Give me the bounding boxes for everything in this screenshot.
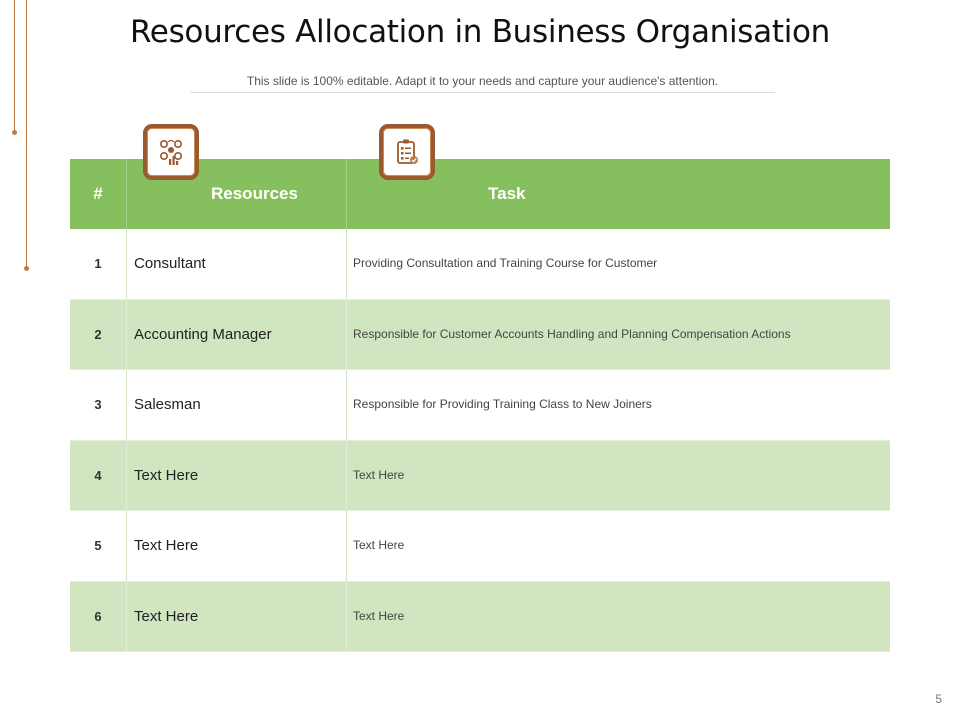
row-task: Text Here xyxy=(353,467,405,482)
table-row xyxy=(70,511,890,582)
resources-cycle-icon xyxy=(143,124,199,180)
row-number: 2 xyxy=(70,300,127,370)
row-number: 1 xyxy=(70,229,127,299)
row-task: Responsible for Customer Accounts Handling and Planning Compensation Actions xyxy=(353,326,791,341)
table-row xyxy=(70,582,890,653)
row-task: Text Here xyxy=(353,608,405,623)
page-number: 5 xyxy=(935,692,942,706)
row-resource: Accounting Manager xyxy=(127,300,347,370)
table-row xyxy=(70,300,890,371)
row-resource: Text Here xyxy=(127,441,347,511)
slide-title: Resources Allocation in Business Organisation xyxy=(129,14,831,50)
decorative-dot-outer xyxy=(12,130,17,135)
slide-subtitle: This slide is 100% editable. Adapt it to your needs and capture your audience's attention. xyxy=(190,74,775,93)
resources-cycle-glyph xyxy=(155,136,187,168)
header-number: # xyxy=(70,159,127,229)
header-task: Task xyxy=(488,184,526,203)
clipboard-checklist-icon xyxy=(379,124,435,180)
resources-table xyxy=(70,159,890,652)
row-number: 5 xyxy=(70,511,127,581)
clipboard-checklist-glyph xyxy=(391,136,423,168)
row-task: Text Here xyxy=(353,538,405,552)
row-number: 6 xyxy=(70,582,127,652)
table-row xyxy=(70,441,890,512)
decorative-dot-inner xyxy=(24,266,29,271)
row-number: 3 xyxy=(70,370,127,440)
header-resources: Resources xyxy=(127,159,347,229)
row-number: 4 xyxy=(70,441,127,511)
table-row xyxy=(70,370,890,441)
row-resource: Consultant xyxy=(127,229,347,299)
row-resource: Text Here xyxy=(127,511,347,581)
row-task: Providing Consultation and Training Course for Customer xyxy=(353,256,658,270)
row-resource: Salesman xyxy=(127,370,347,440)
row-task: Responsible for Providing Training Class to New Joiners xyxy=(353,397,652,411)
table-row xyxy=(70,229,890,300)
row-resource: Text Here xyxy=(127,582,347,652)
